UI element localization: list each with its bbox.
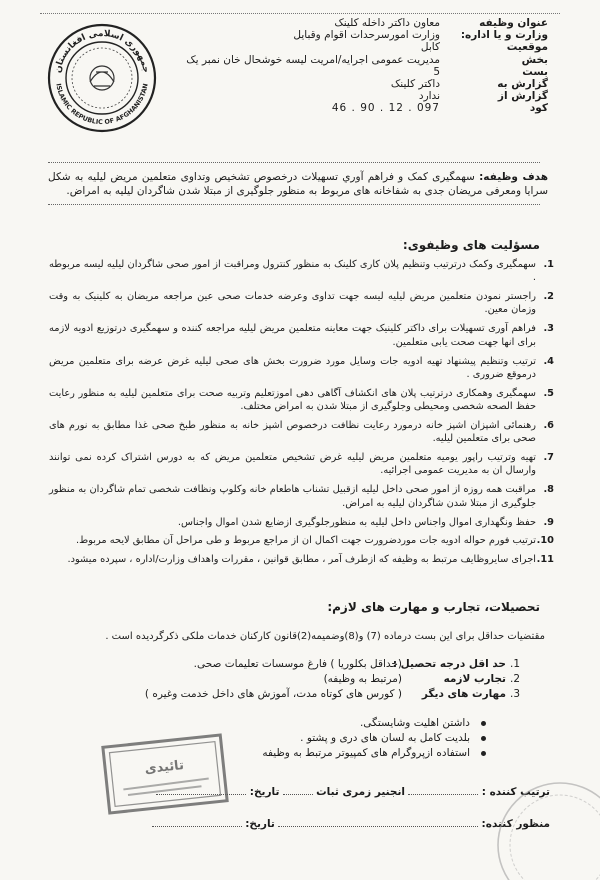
divider [48,204,540,205]
list-item: 11. اجرای سایروظایف مرتبط به وظیفه که ازطرف آمر ، مطابق قوانین ، مقررات واهداف وزارت/اداره ، سپرده میشود. [67,554,554,566]
goal-label: هدف وظیفه: [479,171,549,183]
seal-text-bottom: ISLAMIC REPUBLIC OF AFGHANISTAN [54,82,150,127]
approved-by-line: منظور کننده: تاریخ: [30,818,550,830]
list-item: داشتن اهلیت وشایستگی. [110,716,490,731]
stamp-text: تائیدی [143,758,185,778]
list-item: 3. فراهم آوری تسهیلات برای داکتر کلینیک جهت معاینه متعلمین مریض لیلیه مراجعه کننده و سهمگیری درتوزیع ادویه لازمه برای انها جهت صحت یابی متعلمین. [49,323,554,348]
goal-text: سهمگیری کمک و فراهم آوري تسهیلات درخصوص تشخیص وتداوی متعلمین مریض لیلیه به شکل سرایا ومعرفی مریضان جدی به شفاخانه های مربوط به منظور جلوگیری از مبتلا شدن شاگردان لیلیه به امراض. [48,171,548,197]
requirement-row: 2. تجارب لازمه (مرتبط به وظیفه) [323,673,520,685]
header-block [186,17,548,115]
round-seal-icon [440,770,600,880]
qualifications-title: تحصیلات، تجارب و مهارت های لازم: [327,600,540,614]
bullet-icon [481,751,486,756]
official-seal-icon [46,22,158,134]
requirement-row: 3. مهارت های دیگر ( کورس های کوتاه مدت، آموزش های داخل خدمت وغیره ) [144,688,520,700]
list-item: 4. ترتیب وتنظیم پیشنهاد تهیه ادویه جات وسایل مورد ضرورت بخش های صحی لیلیه غرض عرضه برای متعلمین مریض درموقع ضروری . [49,355,554,380]
duties-list [49,258,554,572]
list-item: 1. سهمگیری وکمک درترتیب وتنظیم پلان کاری کلینک به منظور کنترول ومراقبت از امور صحی شاگردان لیلیه لیسه مربوطه . [49,259,554,284]
header-row: وزارت و یا اداره: وزارت امورسرحدات اقوام وقبایل [293,29,548,42]
header-row: گزارش از ندارد [418,90,548,103]
list-item: 9. حفظ ونگهداری اموال واجناس داخل لیلیه به منظورجلوگیری ازضایع شدن اموال واجناس. [177,516,554,528]
header-row: بخش مدیریت عمومی اجرایه/امریت لیسه خوشحال خان نمبر یک [186,53,548,66]
header-row: بست 5 [433,65,548,78]
bullet-icon [481,736,486,741]
top-divider [40,13,560,14]
list-item: 6. رهنمائی اشپزان اشپز خانه درمورد رعایت نظافت درخصوص اشپز خانه به منظور طبخ صحی غذا مطابق به نورم های صحی برای متعلمین لیلیه. [49,419,554,445]
list-item: 8. مراقبت همه روزه از امور صحی داخل لیلیه ازقبیل تشناب هاطعام خانه وکلوپ ونظافت شخصی تمام شاگردان به منظور جلوگیری از مبتلا شدن شاگردان لیلیه به امراض. [49,484,554,509]
approval-stamp-icon [100,733,230,815]
list-item: 2. راجستر نمودن متعلمین مریض لیلیه لیسه جهت تداوی وعرضه خدمات صحی عین مراجعه مریضان به کلینیک به وقت وزمان معین. [49,291,554,316]
requirements-list [100,657,520,702]
prepared-by-line: ترتیب کننده : انجنیر زمری ثبات تاریخ: [30,786,550,798]
qualifications-intro: مقتضیات حداقل برای این بست درماده (7) و(8)وضمیمه(2)قانون کارکنان خدمات ملکی ذکرگردیده است . [105,631,545,642]
header-row: موقعیت کابل [420,41,548,54]
divider [48,162,540,163]
job-goal [48,170,548,198]
list-item: استفاده ازپروگرام های کمپیوتر مرتبط به وظیفه [110,746,490,761]
bullet-icon [481,721,486,726]
requirement-row: 1. حد اقل درجه تحصیل : (حداقل بکلوریا ) فارغ موسسات تعلیمات صحی. [193,658,520,670]
header-row: عنوان وظیفه معاون داکتر داخله کلینک [334,17,548,29]
duties-title: مسؤلیت های وظیفوی: [402,238,540,252]
list-item: 5. سهمگیری وهمکاری درترتیب پلان های انکشاف آگاهی دهی اموزتعلیم وتربیه صحت برای متعلمین لیلیه به منظور رعایت حفظ الصحه شخصی ومحیطی وجلوگیری از مبتلا شدن به امراض مختلف. [49,387,554,413]
header-row: گزارش به داکتر کلینک [390,77,548,90]
list-item: بلدیت کامل به لسان های دری و پشتو . [110,731,490,746]
list-item: 7. تهیه وترتیب راپور یومیه متعلمین مریض لیلیه غرض تشخیص متعلمین مریض که به دورس اشتراک کرده نمی توانند وارسال ان به مدیریت عمومی اجرائیه. [49,452,554,477]
header-row: کود 46 . 90 . 12 . 097 [331,102,548,115]
list-item: 10. ترتیب فورم حواله ادویه جات موردضرورت جهت اکمال ان از مراجع مربوط و طی مراحل آن مطابق لایحه مربوط. [76,535,554,547]
seal-text-top: جمهوری اسلامی افغانستان [53,28,151,74]
